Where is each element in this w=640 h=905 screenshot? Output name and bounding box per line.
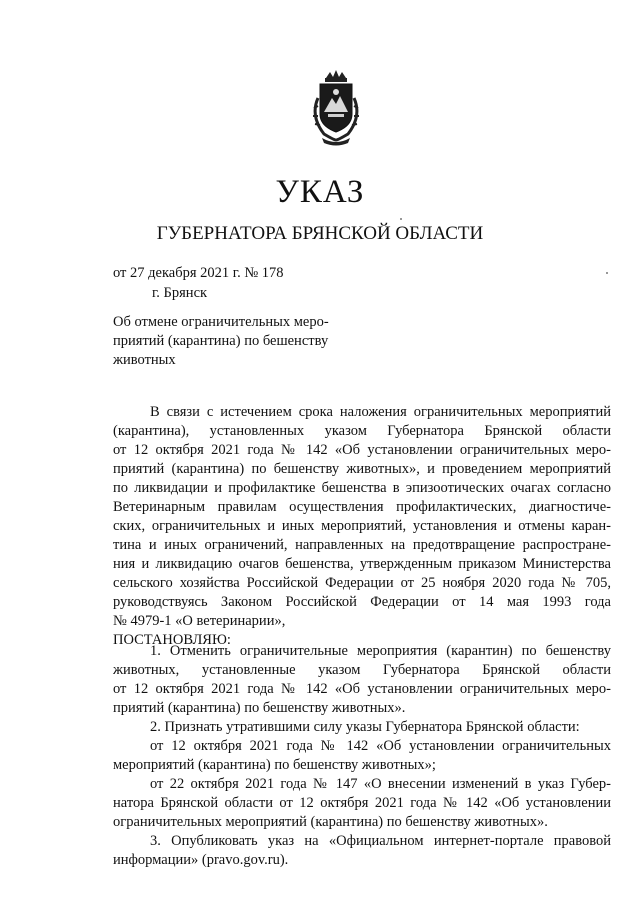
text-line: от 12 октября 2021 года № 142 «Об установлении ограничительных — [150, 738, 611, 754]
subject-line: Об отмене ограничительных меро- — [113, 314, 329, 330]
text-line: В связи с истечением срока наложения ограничительных мероприятий — [150, 404, 611, 420]
emblem-svg — [304, 68, 368, 148]
text-line: ских, ограничительных и иных мероприятий, установления и отмены каран- — [113, 518, 611, 534]
subject-line: животных — [113, 352, 176, 368]
decree-city: г. Брянск — [152, 285, 208, 301]
text-line: от 12 октября 2021 года № 142 «Об установлении ограничительных меро- — [113, 681, 611, 697]
decree-date-number: от 27 декабря 2021 г. № 178 — [113, 265, 284, 281]
text-line: по ликвидации и профилактике бешенства в эпизоотических очагах согласно — [113, 480, 611, 496]
text-line: сельского хозяйства Российской Федерации от 25 ноября 2020 года № 705, — [113, 575, 611, 591]
decree-subject — [113, 313, 329, 370]
preamble-paragraph — [113, 403, 611, 650]
subject-line: приятий (карантина) по бешенству — [113, 333, 329, 349]
text-line: 2. Признать утратившими силу указы Губернатора Брянской области: — [150, 719, 580, 735]
bryansk-coat-of-arms-icon — [304, 68, 368, 148]
text-line: 3. Опубликовать указ на «Официальном интернет-портале правовой — [150, 833, 611, 849]
scan-speck — [606, 272, 608, 274]
text-line: приятий (карантина) по бешенству животных». — [113, 700, 406, 716]
document-subtitle: ГУБЕРНАТОРА БРЯНСКОЙ ОБЛАСТИ — [156, 223, 484, 244]
document-title: УКАЗ — [275, 174, 365, 210]
text-line: (карантина), установленных указом Губернатора Брянской области — [113, 423, 611, 439]
text-line: ния и ликвидацию очагов бешенства, утвержденным приказом Министерства — [113, 556, 611, 572]
text-line: от 12 октября 2021 года № 142 «Об установлении ограничительных меро- — [113, 442, 611, 458]
text-line: информации» (pravo.gov.ru). — [113, 852, 289, 868]
text-line: мероприятий (карантина) по бешенству животных»; — [113, 757, 436, 773]
text-line: руководствуясь Законом Российской Федерации от 14 мая 1993 года — [113, 594, 611, 610]
text-line: № 4979-1 «О ветеринарии», — [113, 613, 286, 629]
scan-speck — [400, 218, 402, 220]
text-line: от 22 октября 2021 года № 147 «О внесении изменений в указ Губер- — [150, 776, 611, 792]
text-line: Ветеринарным правилам осуществления профилактических, диагностиче- — [113, 499, 611, 515]
text-line: тина и иных ограничений, направленных на предотвращение распростране- — [113, 537, 611, 553]
decree-clauses — [113, 642, 611, 870]
text-line: ПОСТАНОВЛЯЮ: — [113, 632, 231, 648]
text-line: натора Брянской области от 12 октября 2021 года № 142 «Об установлении — [113, 795, 611, 811]
text-line: ограничительных мероприятий (карантина) по бешенству животных». — [113, 814, 548, 830]
text-line: 1. Отменить ограничительные мероприятия (карантин) по бешенству — [150, 643, 611, 659]
text-line: приятий (карантина) по бешенству животных», и проведением мероприятий — [113, 461, 611, 477]
text-line: животных, установленные указом Губернатора Брянской области — [113, 662, 611, 678]
